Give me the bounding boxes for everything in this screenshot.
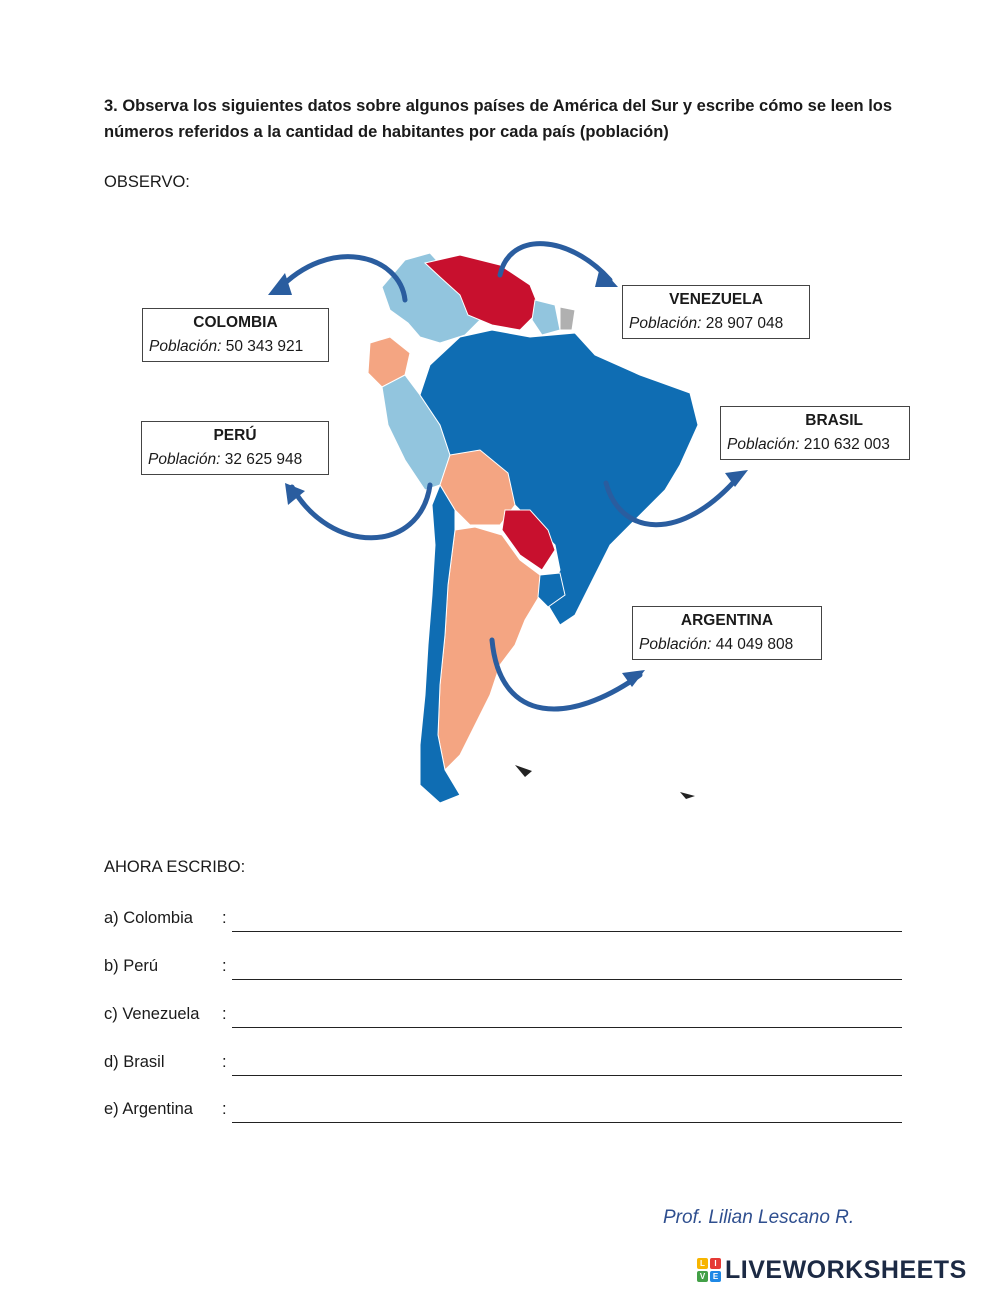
map-french-guiana [560,307,575,330]
colon: : [222,909,227,927]
country-name: ARGENTINA [680,612,774,629]
answer-label: a) Colombia [104,909,193,927]
answer-label: b) Perú [104,957,159,975]
arrow-argentina [492,640,640,709]
answer-row-peru [104,957,904,983]
answer-label: e) Argentina [104,1100,193,1118]
ahora-escribo-label: AHORA ESCRIBO: [104,858,246,876]
colon: : [222,1005,227,1023]
country-name: COLOMBIA [193,314,278,331]
answer-input-argentina[interactable] [232,1104,902,1123]
population-label: Población: [727,436,800,453]
country-name: BRASIL [805,412,863,429]
info-box-peru [141,421,329,475]
info-box-colombia [142,308,329,362]
colon: : [222,1100,227,1118]
info-box-argentina [632,606,822,660]
answer-row-colombia [104,909,904,935]
answer-input-brasil[interactable] [232,1057,902,1076]
info-box-venezuela [622,285,810,339]
population-label: Población: [148,451,221,468]
observo-label: OBSERVO: [104,173,190,191]
answer-input-peru[interactable] [232,961,902,980]
population-value: 32 625 948 [224,451,303,468]
population-value: 44 049 808 [715,636,794,653]
population-value: 50 343 921 [225,338,304,355]
country-name: PERÚ [213,427,257,444]
population-label: Población: [149,338,222,355]
info-box-brasil [720,406,910,460]
answer-input-venezuela[interactable] [232,1009,902,1028]
population-label: Población: [629,315,702,332]
population-value: 210 632 003 [803,436,890,453]
answer-row-brasil [104,1053,904,1079]
answer-label: d) Brasil [104,1053,165,1071]
answer-input-colombia[interactable] [232,913,902,932]
arrow-venezuela [500,244,610,280]
arrow-peru [292,485,430,538]
answer-row-venezuela [104,1005,904,1031]
answer-label: c) Venezuela [104,1005,200,1023]
colon: : [222,957,227,975]
question-text: 3. Observa los siguientes datos sobre algunos países de América del Sur y escribe cómo se leen los números referidos a la cantidad de habitantes por cada país (población) [104,97,893,141]
population-label: Población: [639,636,712,653]
colon: : [222,1053,227,1071]
map-argentina [438,527,540,770]
logo-text: LIVEWORKSHEETS [725,1255,967,1284]
liveworksheets-logo[interactable] [697,1256,967,1284]
population-value: 28 907 048 [705,315,784,332]
country-name: VENEZUELA [669,291,763,308]
logo-icon: L I V E [697,1258,721,1282]
map-guyana [532,300,560,335]
answer-row-argentina [104,1100,904,1126]
teacher-signature: Prof. Lilian Lescano R. [663,1207,855,1228]
